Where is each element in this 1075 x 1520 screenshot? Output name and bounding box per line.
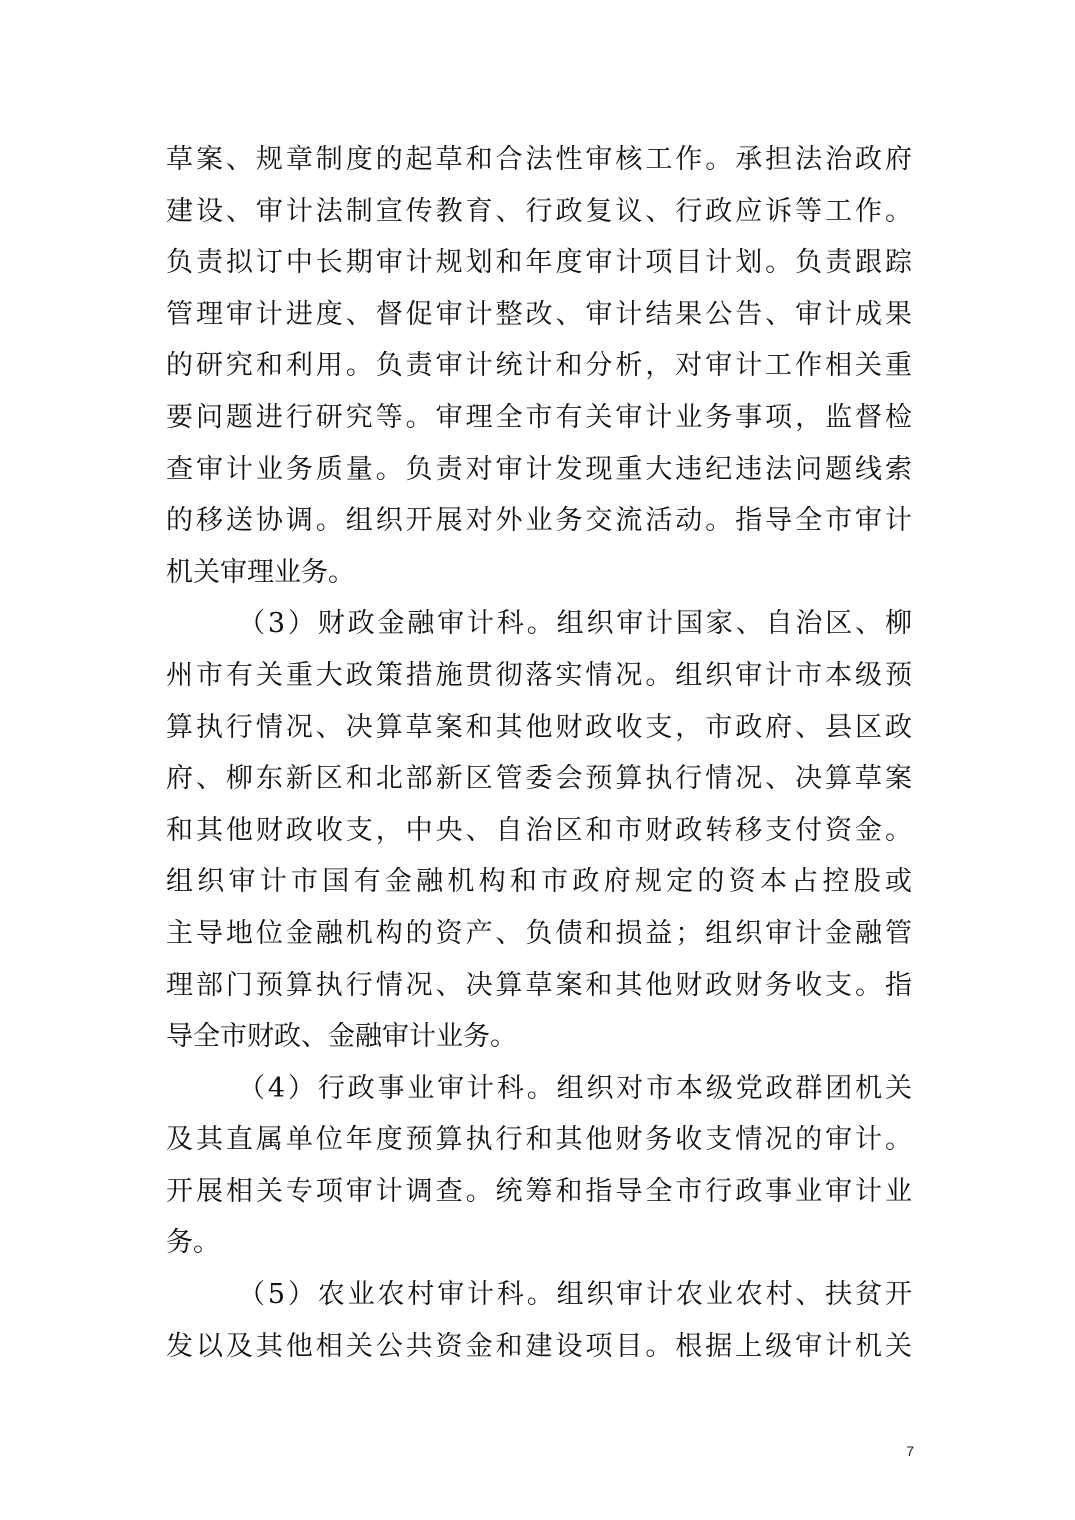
text-line: 草案、规章制度的起草和合法性审核工作。承担法治政府 [166,144,912,175]
text-line: 务。 [166,1227,220,1259]
text-line: 及其直属单位年度预算执行和其他财务收支情况的审计。 [166,1124,912,1156]
document-body [166,134,912,1372]
text-line: 查审计业务质量。负责对审计发现重大违纪违法问题线索 [166,453,912,485]
text-line: 机关审理业务。 [166,556,355,588]
text-line: 要问题进行研究等。审理全市有关审计业务事项，监督检 [166,401,912,433]
text-line: 管理审计进度、督促审计整改、审计结果公告、审计成果 [166,298,912,330]
text-line: 导全市财政、金融审计业务。 [166,1021,517,1053]
text-line: 理部门预算执行情况、决算草案和其他财政财务收支。指 [166,969,912,1001]
text-line: （4）行政事业审计科。组织对市本级党政群团机关 [238,1072,912,1104]
text-line: 负责拟订中长期审计规划和年度审计项目计划。负责跟踪 [166,247,912,279]
text-line: 开展相关专项审计调查。统筹和指导全市行政事业审计业 [166,1175,912,1207]
text-line: 发以及其他相关公共资金和建设项目。根据上级审计机关 [166,1330,912,1362]
text-line: 组织审计市国有金融机构和市政府规定的资本占控股或 [166,866,912,898]
text-line: 算执行情况、决算草案和其他财政收支，市政府、县区政 [166,711,912,743]
text-line: 主导地位金融机构的资产、负债和损益；组织审计金融管 [166,917,912,949]
text-line: （5）农业农村审计科。组织审计农业农村、扶贫开 [238,1279,912,1311]
text-line: 的移送协调。组织开展对外业务交流活动。指导全市审计 [166,505,912,537]
page-number: 7 [906,1443,914,1459]
text-line: 和其他财政收支，中央、自治区和市财政转移支付资金。 [166,814,912,846]
text-line: 的研究和利用。负责审计统计和分析，对审计工作相关重 [166,350,912,382]
text-line: 府、柳东新区和北部新区管委会预算执行情况、决算草案 [166,763,912,795]
text-line: 州市有关重大政策措施贯彻落实情况。组织审计市本级预 [166,659,912,691]
text-line: （3）财政金融审计科。组织审计国家、自治区、柳 [238,608,912,640]
text-line: 建设、审计法制宣传教育、行政复议、行政应诉等工作。 [166,195,912,227]
